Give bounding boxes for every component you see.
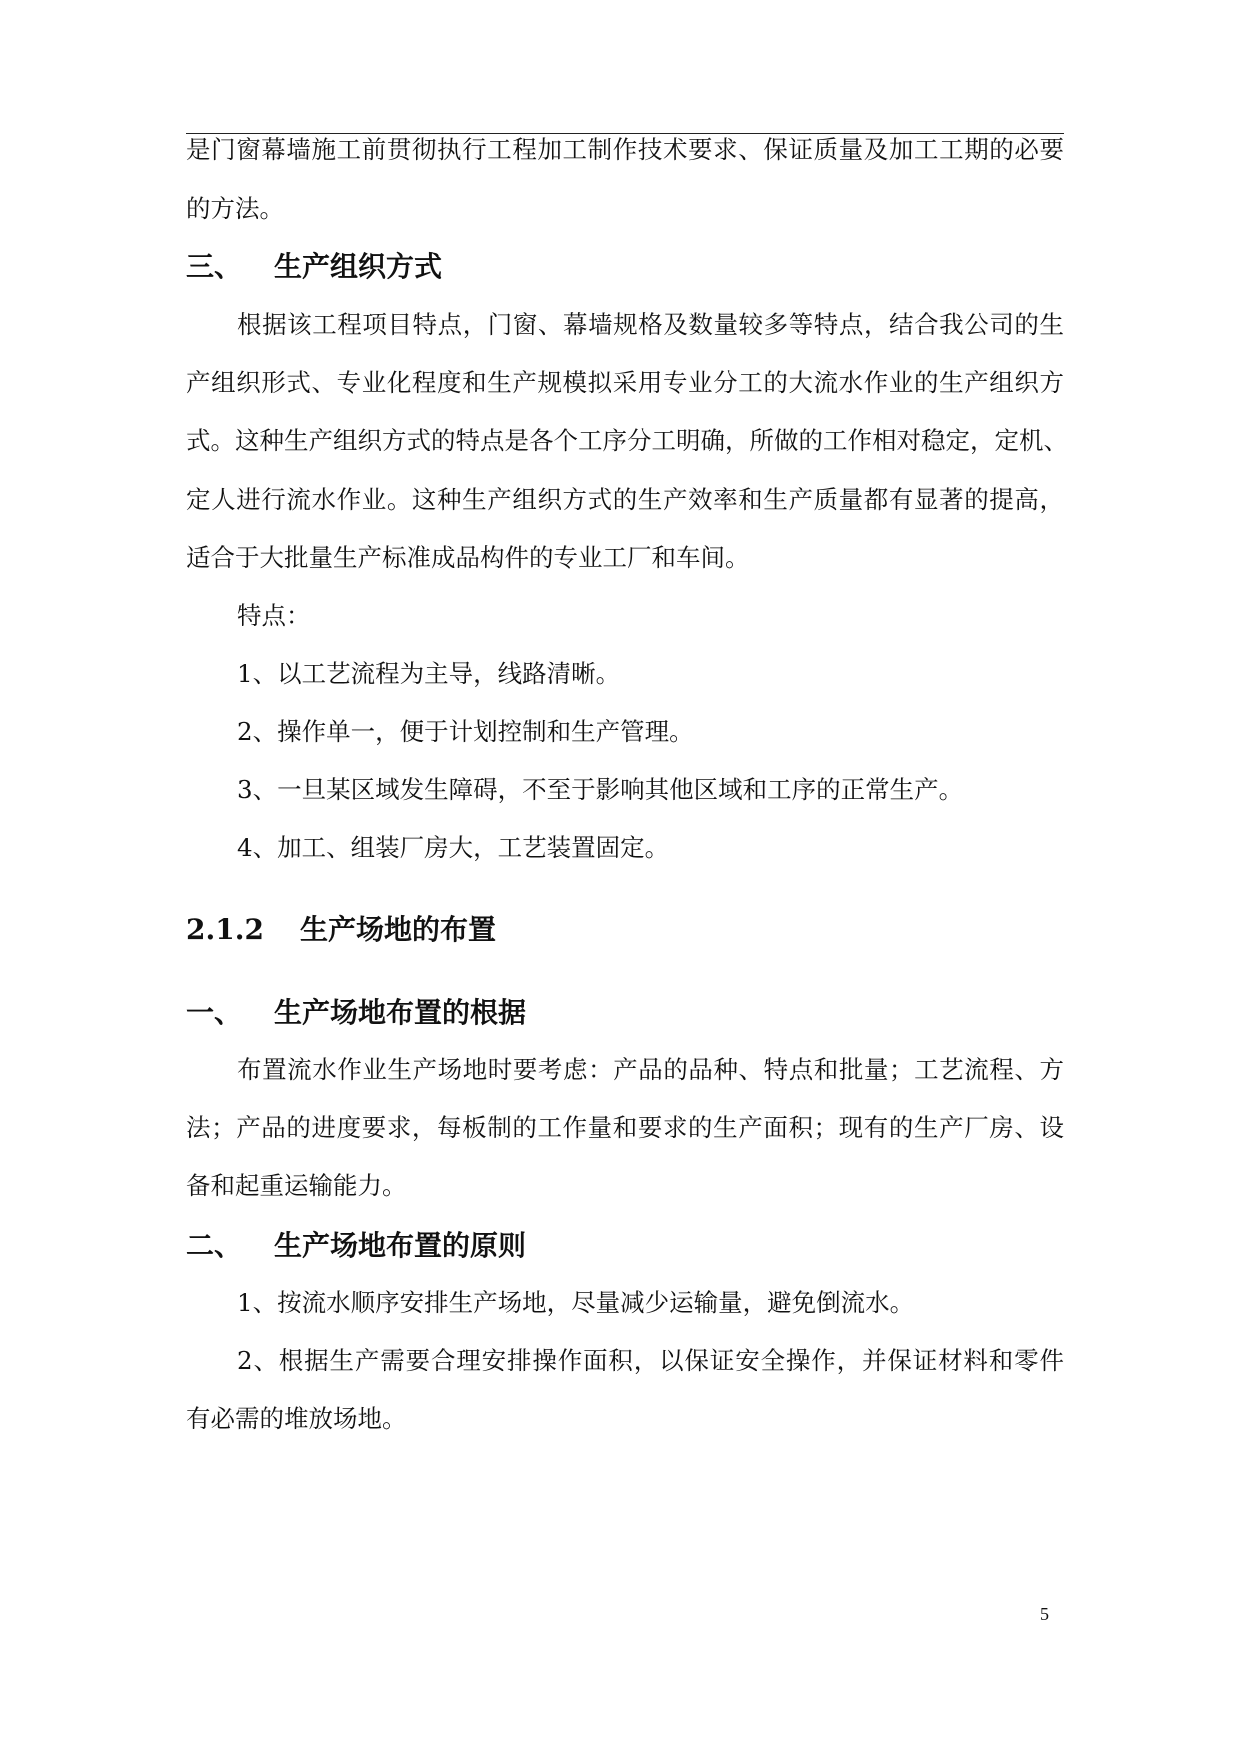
section-heading-1-title: 生产场地布置的根据 [274,996,527,1029]
feature-item-3: 3、一旦某区域发生障碍，不至于影响其他区域和工序的正常生产。 [237,775,964,804]
subsection-heading-title: 生产场地的布置 [300,913,497,946]
section-heading-2 [186,1228,526,1264]
paragraph-1-line-3: 式。这种生产组织方式的特点是各个工序分工明确，所做的工作相对稳定，定机、 [186,426,1068,455]
principle-item-2-line-2: 有必需的堆放场地。 [186,1404,407,1433]
paragraph-2-line-1: 布置流水作业生产场地时要考虑：产品的品种、特点和批量；工艺流程、方 [237,1055,1064,1084]
paragraph-1-line-4: 定人进行流水作业。这种生产组织方式的生产效率和生产质量都有显著的提高， [186,485,1064,514]
section-heading-3 [186,249,442,285]
feature-item-4: 4、加工、组装厂房大，工艺装置固定。 [237,833,670,862]
section-heading-1 [186,995,526,1031]
paragraph-continued-line-2: 的方法。 [186,194,284,223]
principle-item-1: 1、按流水顺序安排生产场地，尽量减少运输量，避免倒流水。 [237,1288,915,1317]
feature-item-2: 2、操作单一，便于计划控制和生产管理。 [237,717,694,746]
paragraph-2-line-3: 备和起重运输能力。 [186,1171,407,1200]
subsection-heading-2-1-2 [186,912,496,948]
section-heading-2-title: 生产场地布置的原则 [274,1229,527,1262]
paragraph-2-line-2: 法；产品的进度要求，每板制的工作量和要求的生产面积；现有的生产厂房、设 [186,1113,1064,1142]
features-label: 特点： [237,601,311,630]
page-number: 5 [1040,1604,1049,1624]
paragraph-1-line-1: 根据该工程项目特点，门窗、幕墙规格及数量较多等特点，结合我公司的生 [237,310,1064,339]
section-heading-1-number: 一、 [186,996,243,1029]
paragraph-continued-line-1: 是门窗幕墙施工前贯彻执行工程加工制作技术要求、保证质量及加工工期的必要 [186,135,1064,164]
feature-item-1: 1、以工艺流程为主导，线路清晰。 [237,659,621,688]
principle-item-2-line-1: 2、根据生产需要合理安排操作面积，以保证安全操作，并保证材料和零件 [237,1346,1064,1375]
paragraph-1-line-2: 产组织形式、专业化程度和生产规模拟采用专业分工的大流水作业的生产组织方 [186,368,1064,397]
subsection-heading-number: 2.1.2 [186,913,264,946]
section-heading-3-number: 三、 [186,250,243,283]
paragraph-1-line-5: 适合于大批量生产标准成品构件的专业工厂和车间。 [186,543,750,572]
section-heading-3-title: 生产组织方式 [274,250,443,283]
section-heading-2-number: 二、 [186,1229,243,1262]
